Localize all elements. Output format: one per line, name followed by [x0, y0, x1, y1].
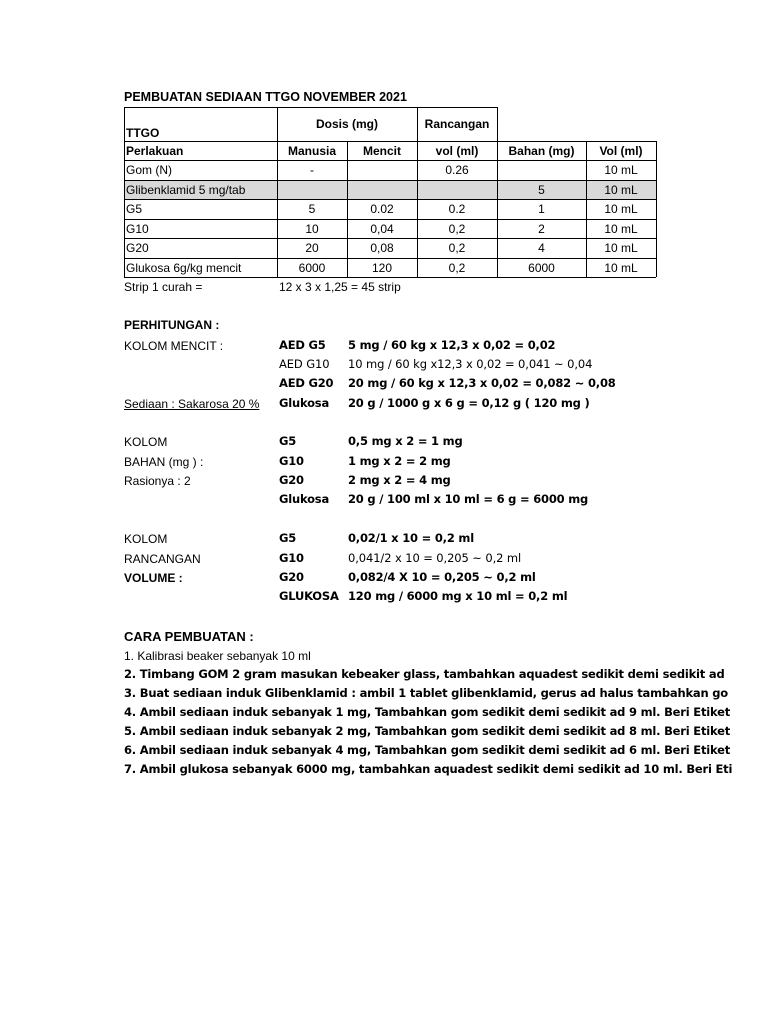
sediaan-label: Sediaan : Sakarosa 20 %	[124, 397, 260, 411]
cara-step: 2. Timbang GOM 2 gram masukan kebeaker glass, tambahkan aquadest sedikit demi sedikit ad	[124, 667, 725, 681]
strip-value: 12 x 3 x 1,25 = 45 strip	[279, 280, 401, 294]
cell-bahan	[497, 160, 586, 180]
kolom-mencit-label: KOLOM MENCIT :	[124, 339, 224, 353]
page-title: PEMBUATAN SEDIAAN TTGO NOVEMBER 2021	[124, 90, 407, 104]
bahan-label-1: KOLOM	[124, 435, 168, 449]
cara-step: 5. Ambil sediaan induk sebanyak 2 mg, Tambahkan gom sedikit demi sedikit ad 8 ml. Beri Etiket	[124, 724, 731, 738]
mencit-row-label: AED G5	[279, 338, 326, 352]
cell-vol: 0,2	[448, 241, 466, 255]
col-bahan: Bahan (mg)	[508, 143, 575, 158]
bahan-row-formula: 2 mg x 2 = 4 mg	[348, 473, 451, 487]
cell-bahan: 2	[538, 221, 545, 236]
cara-step: 6. Ambil sediaan induk sebanyak 4 mg, Tambahkan gom sedikit demi sedikit ad 6 ml. Beri Etiket	[124, 743, 731, 757]
rancangan-row-label: G20	[279, 570, 304, 584]
bahan-row-label: Glukosa	[279, 492, 330, 506]
cell-vol: 0,2	[448, 260, 466, 275]
cell-manusia: 10	[305, 221, 319, 236]
perhitungan-heading: PERHITUNGAN :	[124, 318, 220, 332]
strip-label: Strip 1 curah =	[124, 280, 203, 294]
cara-heading: CARA PEMBUATAN :	[124, 629, 254, 644]
mencit-row-formula: 20 g / 1000 g x 6 g = 0,12 g ( 120 mg )	[348, 396, 590, 410]
bahan-row-formula: 1 mg x 2 = 2 mg	[348, 454, 451, 468]
cell-mencit	[347, 160, 417, 180]
mencit-row-label: Glukosa	[279, 396, 330, 410]
rancangan-row-formula: 120 mg / 6000 mg x 10 ml = 0,2 ml	[348, 589, 568, 603]
cell-vol	[417, 180, 497, 199]
col-perlakuan: Perlakuan	[126, 143, 184, 158]
cell-volml: 10 mL	[604, 182, 638, 197]
bahan-row-label: G5	[279, 434, 297, 448]
col-mencit: Mencit	[362, 143, 401, 158]
bahan-row-formula: 0,5 mg x 2 = 1 mg	[348, 434, 463, 448]
cell-mencit: 0,04	[370, 221, 394, 236]
cell-bahan: 1	[538, 202, 545, 216]
cell-volml: 10 mL	[604, 260, 638, 275]
cell-volml: 10 mL	[604, 221, 638, 236]
cell-volml: 10 mL	[604, 241, 638, 255]
cara-step: 1. Kalibrasi beaker sebanyak 10 ml	[124, 649, 311, 663]
mencit-row-label: AED G10	[279, 357, 330, 371]
rancangan-row-formula: 0,041/2 x 10 = 0,205 ~ 0,2 ml	[348, 551, 522, 565]
cell-perlakuan: G10	[126, 221, 149, 236]
rancangan-row-label: G10	[279, 551, 304, 565]
col-manusia: Manusia	[287, 143, 336, 158]
col-volml: Vol (ml)	[599, 143, 643, 158]
cell-perlakuan: G20	[126, 241, 149, 255]
rancangan-label-3: VOLUME :	[124, 571, 183, 585]
cell-perlakuan: G5	[126, 202, 143, 216]
mencit-row-formula: 20 mg / 60 kg x 12,3 x 0,02 = 0,082 ~ 0,08	[348, 376, 616, 390]
rancangan-row-formula: 0,02/1 x 10 = 0,2 ml	[348, 531, 474, 545]
cell-mencit: 120	[371, 260, 393, 275]
header-ttgo: TTGO	[126, 125, 160, 140]
bahan-row-label: G10	[279, 454, 304, 468]
header-dosis: Dosis (mg)	[315, 117, 378, 131]
bahan-row-label: G20	[279, 473, 304, 487]
cara-step: 4. Ambil sediaan induk sebanyak 1 mg, Tambahkan gom sedikit demi sedikit ad 9 ml. Beri Etiket	[124, 705, 731, 719]
rancangan-row-label: G5	[279, 531, 297, 545]
bahan-label-2: BAHAN (mg ) :	[124, 455, 204, 469]
cell-vol: 0.26	[445, 163, 469, 177]
col-vol: vol (ml)	[435, 143, 479, 158]
rancangan-label-2: RANCANGAN	[124, 552, 201, 566]
cell-mencit: 0,08	[370, 241, 394, 255]
rancangan-row-formula: 0,082/4 X 10 = 0,205 ~ 0,2 ml	[348, 570, 536, 584]
cell-bahan: 4	[538, 241, 545, 255]
rancangan-label-1: KOLOM	[124, 532, 168, 546]
mencit-row-formula: 10 mg / 60 kg x12,3 x 0,02 = 0,041 ~ 0,04	[348, 357, 593, 371]
mencit-row-label: AED G20	[279, 376, 334, 390]
cell-manusia: 6000	[298, 260, 326, 275]
cell-perlakuan: Glibenklamid 5 mg/tab	[126, 182, 246, 197]
cell-mencit: 0.02	[370, 202, 394, 216]
cell-manusia: -	[310, 163, 314, 177]
rancangan-row-label: GLUKOSA	[279, 589, 339, 603]
bahan-row-formula: 20 g / 100 ml x 10 ml = 6 g = 6000 mg	[348, 492, 589, 506]
cell-manusia: 20	[305, 241, 319, 255]
cell-perlakuan: Glukosa 6g/kg mencit	[126, 260, 242, 275]
cell-volml: 10 mL	[604, 163, 638, 177]
bahan-label-3: Rasionya : 2	[124, 474, 191, 488]
cell-bahan: 6000	[528, 260, 555, 275]
cell-volml: 10 mL	[604, 202, 638, 216]
cell-bahan: 5	[538, 182, 545, 197]
cell-perlakuan: Gom (N)	[126, 163, 172, 177]
cell-manusia: 5	[308, 202, 316, 216]
cara-step: 7. Ambil glukosa sebanyak 6000 mg, tambahkan aquadest sedikit demi sedikit ad 10 ml. Beri Eti	[124, 762, 733, 776]
cara-step: 3. Buat sediaan induk Glibenklamid : ambil 1 tablet glibenklamid, gerus ad halus tambahkan go	[124, 686, 728, 700]
cell-manusia	[277, 180, 347, 199]
mencit-row-formula: 5 mg / 60 kg x 12,3 x 0,02 = 0,02	[348, 338, 556, 352]
cell-vol: 0,2	[448, 221, 466, 236]
header-rancangan: Rancangan	[424, 117, 490, 131]
cell-mencit	[347, 180, 417, 199]
cell-vol: 0.2	[448, 202, 466, 216]
